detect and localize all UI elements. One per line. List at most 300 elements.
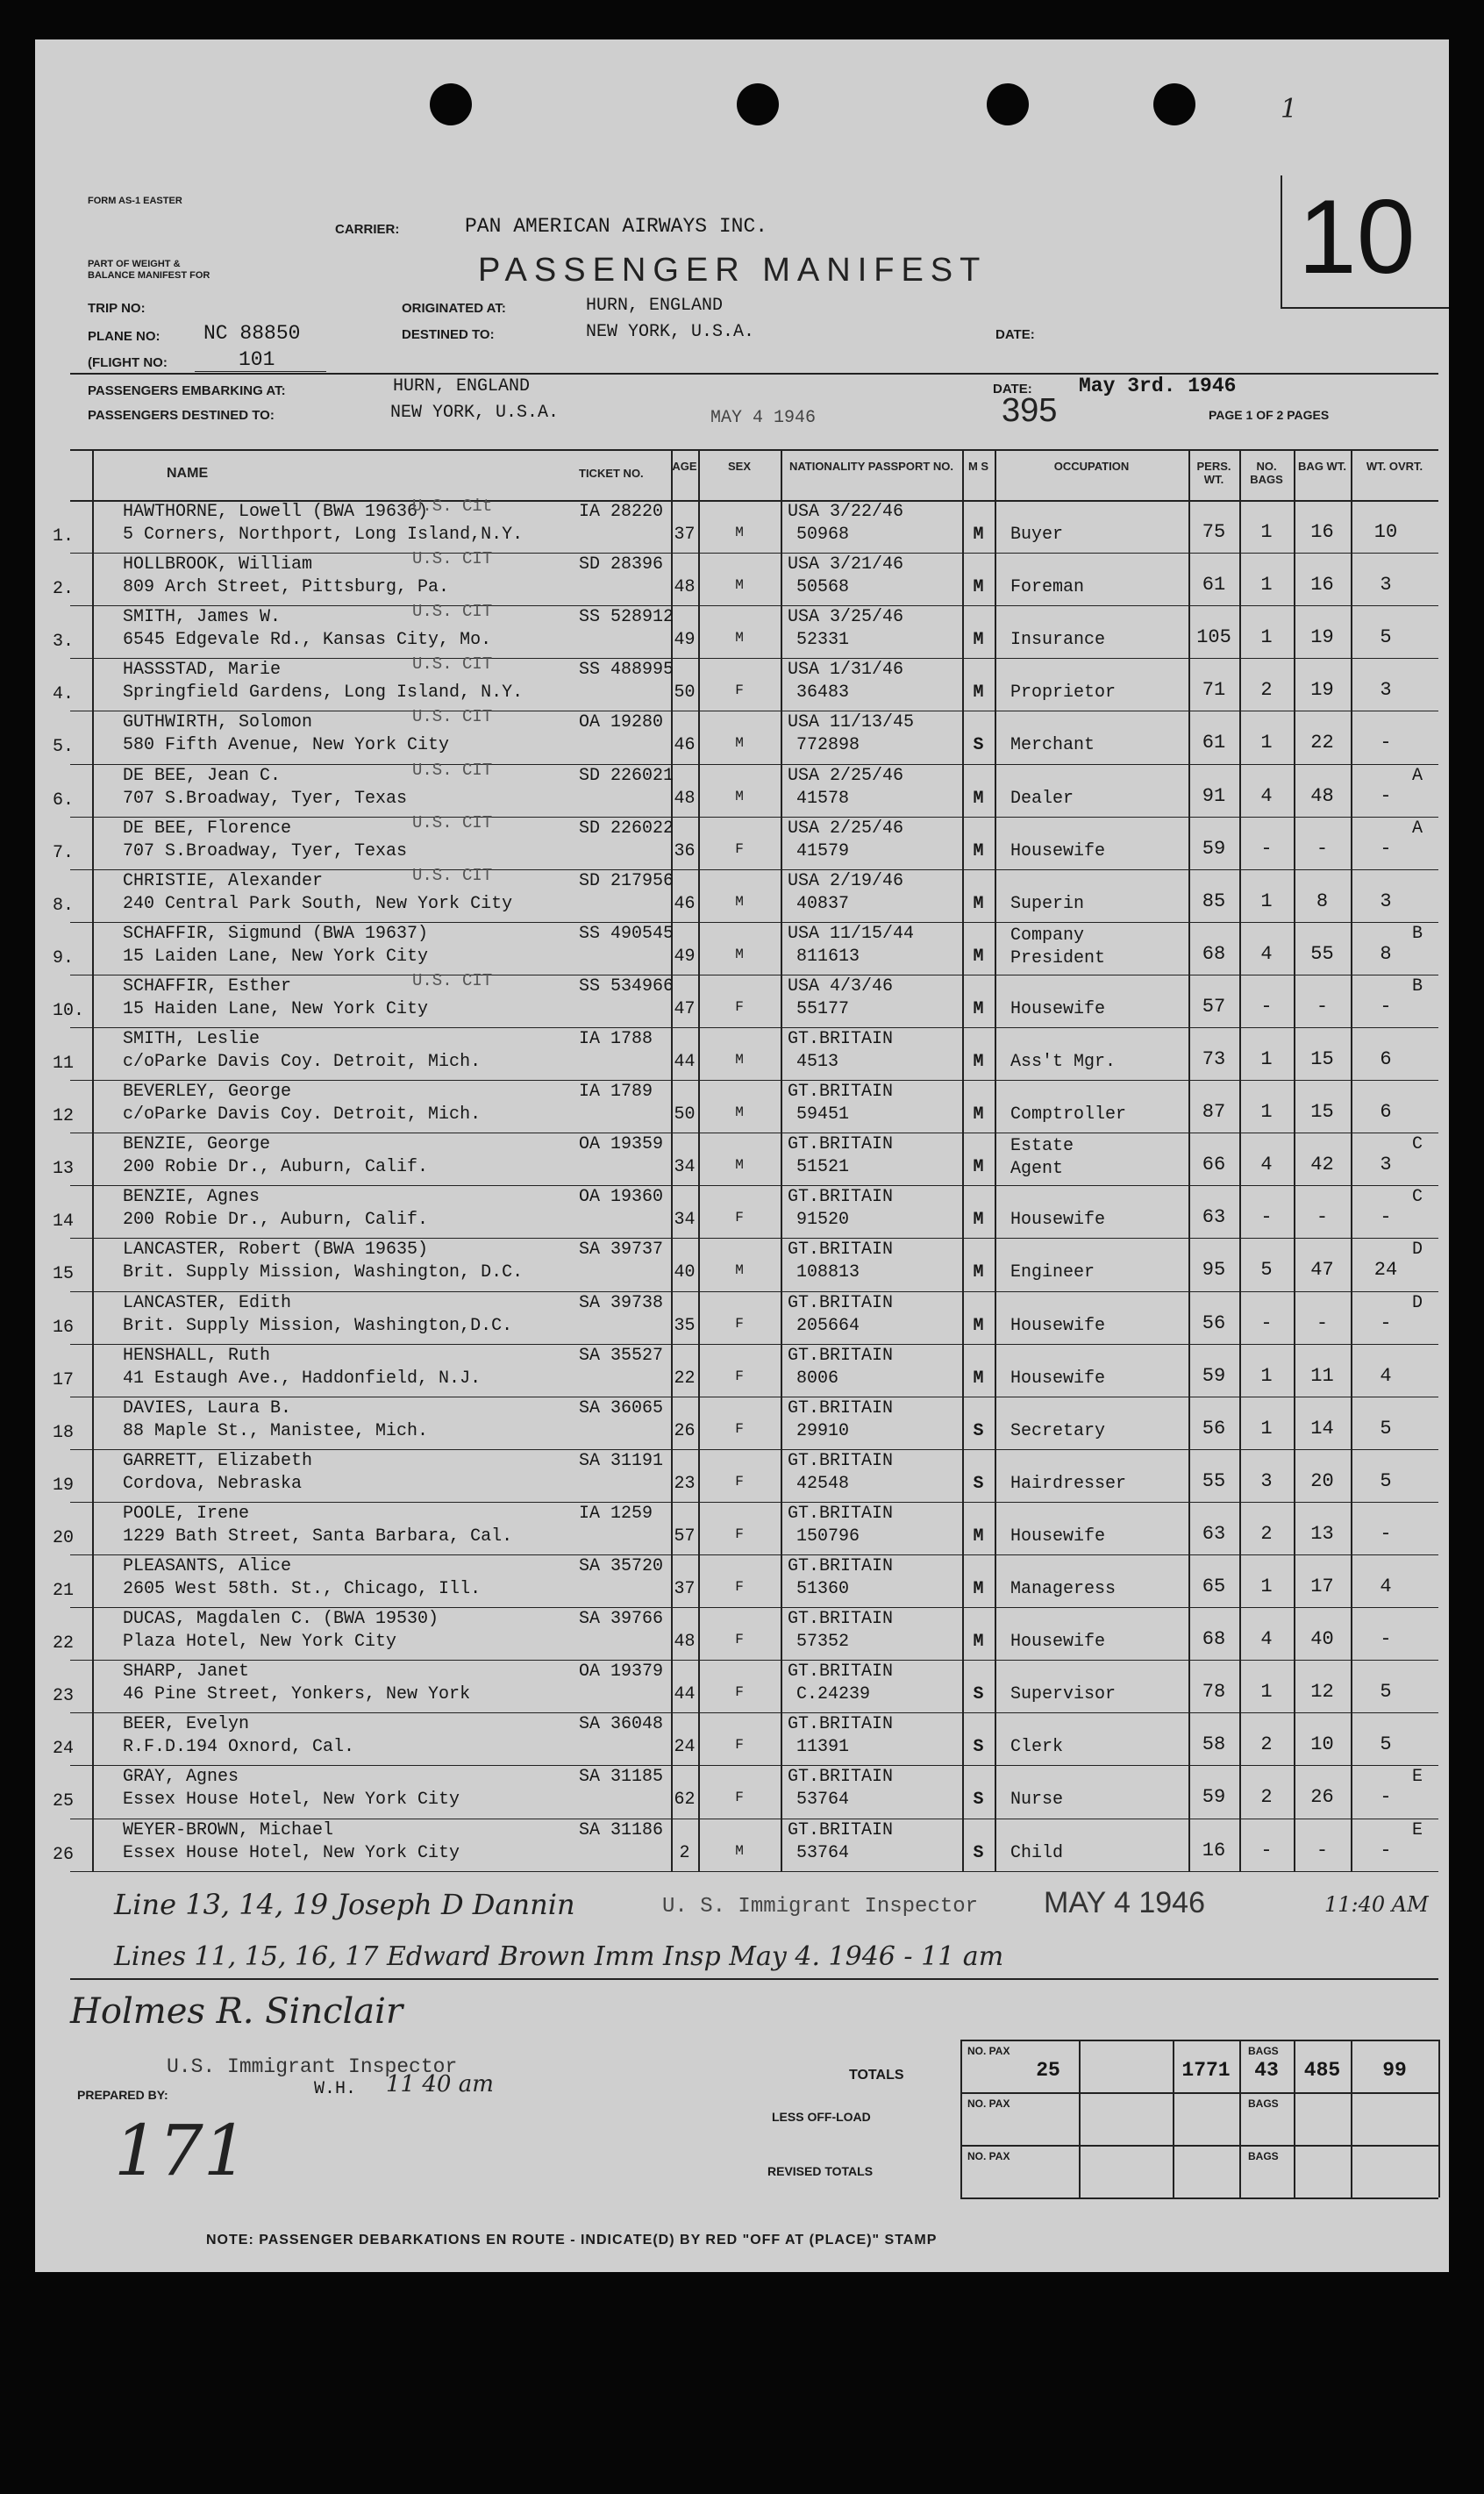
passenger-name: GUTHWIRTH, Solomon [123, 712, 313, 733]
overweight: 3 [1380, 679, 1392, 702]
bag-weight: 15 [1310, 1101, 1334, 1124]
overweight: - [1380, 837, 1392, 860]
row-number: 14 [53, 1211, 75, 1233]
passenger-address: 88 Maple St., Manistee, Mich. [123, 1420, 429, 1441]
occupation: Housewife [1010, 1315, 1106, 1336]
total-weight: 1771 [1181, 2059, 1231, 2082]
group-flag: D [1412, 1292, 1423, 1313]
ticket-number: IA 1259 [579, 1503, 653, 1524]
row-number: 7. [53, 842, 75, 863]
bag-count: 1 [1260, 1417, 1273, 1440]
ticket-number: SA 31186 [579, 1819, 664, 1840]
inspection-time-1: 11:40 AM [1324, 1892, 1429, 1917]
marital-status: M [973, 998, 984, 1019]
row-number: 16 [53, 1317, 75, 1338]
ticket-number: SS 528912 [579, 607, 674, 628]
column-header-ticket: TICKET NO. [579, 467, 644, 480]
passenger-address: Brit. Supply Mission, Washington, D.C. [123, 1262, 524, 1283]
passenger-age: 46 [674, 893, 696, 914]
table-top-border [70, 449, 1438, 451]
passport-number: 55177 [796, 998, 850, 1019]
ticket-number: SS 488995 [579, 660, 674, 681]
occupation-line2: Agent [1010, 1159, 1064, 1180]
passenger-age: 23 [674, 1473, 696, 1494]
passport-number: 53764 [796, 1842, 850, 1863]
bags-label: BAGS [1248, 2045, 1279, 2057]
overweight: - [1380, 995, 1392, 1018]
passenger-age: 35 [674, 1315, 696, 1336]
passenger-address: 5 Corners, Northport, Long Island,N.Y. [123, 525, 524, 545]
revised-totals-label: REVISED TOTALS [767, 2164, 874, 2178]
ticket-number: OA 19360 [579, 1187, 664, 1208]
form-number: FORM AS-1 EASTER [88, 196, 182, 206]
nationality: GT.BRITAIN [788, 1187, 894, 1208]
personal-weight: 87 [1202, 1101, 1226, 1124]
passport-number: 41578 [796, 788, 850, 809]
personal-weight: 95 [1202, 1259, 1226, 1282]
carrier-value: PAN AMERICAN AIRWAYS INC. [465, 215, 768, 238]
table-row-border [70, 1027, 1438, 1028]
row-number: 20 [53, 1527, 75, 1548]
nationality: GT.BRITAIN [788, 1503, 894, 1524]
overweight: 4 [1380, 1576, 1392, 1597]
bag-count: 1 [1260, 732, 1273, 754]
table-row-border [70, 1238, 1438, 1239]
bag-weight: 55 [1310, 942, 1334, 965]
totals-column-border [1079, 2040, 1081, 2197]
inspection-time-2: 11 40 am [386, 2071, 494, 2097]
passenger-name: WEYER-BROWN, Michael [123, 1819, 334, 1840]
overweight: 5 [1380, 1681, 1392, 1704]
overweight: 10 [1373, 521, 1398, 543]
personal-weight: 57 [1202, 995, 1226, 1018]
embark-label: PASSENGERS EMBARKING AT: [88, 383, 286, 398]
personal-weight: 85 [1202, 890, 1226, 912]
passenger-age: 26 [674, 1420, 696, 1441]
overweight: 5 [1380, 1417, 1392, 1440]
passenger-sex: M [735, 630, 744, 647]
bag-weight: 15 [1310, 1048, 1334, 1070]
no-pax-label: NO. PAX [967, 2045, 1010, 2057]
row-number: 25 [53, 1791, 75, 1812]
ticket-number: SA 39766 [579, 1609, 664, 1630]
inspector-note-2: Lines 11, 15, 16, 17 Edward Brown Imm Insp May 4. 1946 - 11 am [114, 1941, 1004, 1972]
passenger-sex: F [735, 1632, 744, 1648]
passenger-age: 50 [674, 1104, 696, 1126]
passenger-address: Cordova, Nebraska [123, 1473, 303, 1494]
passenger-age: 22 [674, 1368, 696, 1389]
nationality: GT.BRITAIN [788, 1292, 894, 1313]
occupation: Buyer [1010, 525, 1064, 545]
table-row-border [70, 869, 1438, 870]
bags-label: BAGS [1248, 2097, 1279, 2110]
marital-status: M [973, 1104, 984, 1126]
passport-number: 205664 [796, 1315, 860, 1336]
occupation: Engineer [1010, 1262, 1095, 1283]
column-header: OCCUPATION [1053, 460, 1130, 473]
marital-status: M [973, 1632, 984, 1653]
passenger-name: HOLLBROOK, William [123, 554, 313, 575]
manifest-sheet [35, 39, 1449, 2272]
bag-count: 4 [1260, 784, 1273, 807]
personal-weight: 56 [1202, 1417, 1226, 1440]
table-row-border [70, 922, 1438, 923]
passenger-sex: F [735, 1737, 744, 1754]
personal-weight: 61 [1202, 574, 1226, 597]
initials: W.H. [314, 2079, 357, 2099]
corner-mark: 1 [1281, 94, 1298, 125]
flight-underline [195, 371, 326, 372]
column-header: PERS. WT. [1196, 460, 1231, 486]
passenger-age: 47 [674, 998, 696, 1019]
citizenship-note: U.S. CIT [412, 760, 493, 780]
group-flag: A [1412, 765, 1423, 786]
punch-hole [987, 83, 1029, 125]
passenger-address: 15 Haiden Lane, New York City [123, 998, 429, 1019]
passenger-address: Springfield Gardens, Long Island, N.Y. [123, 682, 524, 704]
table-row-border [70, 658, 1438, 659]
row-number: 12 [53, 1106, 75, 1127]
trip-label: TRIP NO: [88, 301, 146, 316]
passenger-address: 41 Estaugh Ave., Haddonfield, N.J. [123, 1368, 482, 1389]
passenger-sex: F [735, 1579, 744, 1595]
passport-number: 42548 [796, 1473, 850, 1494]
marital-status: M [973, 1579, 984, 1599]
bag-weight: 16 [1310, 574, 1334, 597]
passenger-name: POOLE, Irene [123, 1503, 250, 1524]
totals-border [960, 2145, 1438, 2147]
passenger-address: 707 S.Broadway, Tyer, Texas [123, 840, 408, 861]
marital-status: M [973, 525, 984, 545]
table-row-border [70, 817, 1438, 818]
row-number: 4. [53, 684, 75, 705]
embark-value: HURN, ENGLAND [393, 376, 531, 397]
table-row-border [70, 1660, 1438, 1661]
passport-number: 11391 [796, 1737, 850, 1758]
personal-weight: 68 [1202, 1628, 1226, 1651]
marital-status: S [973, 735, 984, 756]
row-number: 15 [53, 1264, 75, 1285]
passenger-name: LANCASTER, Robert (BWA 19635) [123, 1240, 429, 1261]
column-header: AGE [672, 460, 697, 473]
passenger-name: HENSHALL, Ruth [123, 1345, 271, 1366]
bag-count: 2 [1260, 1733, 1273, 1756]
passenger-sex: F [735, 840, 744, 857]
bag-count: 2 [1260, 1786, 1273, 1809]
part-of-label: PART OF WEIGHT & BALANCE MANIFEST FOR [88, 259, 210, 281]
passenger-name: DAVIES, Laura B. [123, 1397, 292, 1419]
occupation: Housewife [1010, 998, 1106, 1019]
passenger-sex: F [735, 1210, 744, 1226]
occupation-line2: President [1010, 947, 1106, 968]
ticket-number: SD 226021 [579, 765, 674, 786]
passenger-age: 37 [674, 1579, 696, 1599]
marital-status: M [973, 1315, 984, 1336]
passenger-age: 2 [679, 1842, 690, 1863]
punch-hole [1153, 83, 1195, 125]
bag-weight: 19 [1310, 626, 1334, 649]
bag-count: 1 [1260, 574, 1273, 597]
row-number: 6. [53, 790, 75, 811]
bag-weight: 20 [1310, 1469, 1334, 1492]
group-flag: A [1412, 818, 1423, 839]
passenger-name: DUCAS, Magdalen C. (BWA 19530) [123, 1609, 439, 1630]
dest-label: PASSENGERS DESTINED TO: [88, 408, 275, 423]
passenger-sex: M [735, 525, 744, 540]
nationality: USA 2/19/46 [788, 870, 904, 891]
totals-border [960, 2092, 1438, 2094]
nationality: GT.BRITAIN [788, 1556, 894, 1576]
totals-label: TOTALS [849, 2068, 904, 2083]
occupation: Housewife [1010, 1526, 1106, 1547]
passenger-name: DE BEE, Jean C. [123, 765, 282, 786]
annotation-divider [70, 1978, 1438, 1980]
overweight: 3 [1380, 890, 1392, 912]
group-flag: C [1412, 1187, 1423, 1208]
overweight: 5 [1380, 626, 1392, 649]
marital-status: M [973, 1368, 984, 1389]
nationality: USA 2/25/46 [788, 765, 904, 786]
bag-weight: 19 [1310, 679, 1334, 702]
personal-weight: 63 [1202, 1522, 1226, 1545]
ticket-number: SD 28396 [579, 554, 664, 575]
personal-weight: 73 [1202, 1048, 1226, 1070]
row-number: 9. [53, 947, 75, 968]
bag-weight: 16 [1310, 521, 1334, 543]
nationality: GT.BRITAIN [788, 1029, 894, 1049]
overweight: 5 [1380, 1469, 1392, 1492]
occupation: Foreman [1010, 577, 1085, 598]
passport-number: 29910 [796, 1420, 850, 1441]
passenger-age: 24 [674, 1737, 696, 1758]
marital-status: M [973, 1262, 984, 1283]
occupation: Supervisor [1010, 1684, 1117, 1705]
passenger-sex: M [735, 788, 744, 804]
passport-number: 36483 [796, 682, 850, 704]
table-column-border [995, 449, 996, 1871]
row-number: 8. [53, 895, 75, 916]
passenger-sex: F [735, 1315, 744, 1332]
plane-number: NC 88850 [203, 322, 301, 345]
table-row-border [70, 553, 1438, 554]
totals-border [960, 2040, 1438, 2041]
nationality: GT.BRITAIN [788, 1714, 894, 1735]
passenger-address: Plaza Hotel, New York City [123, 1632, 397, 1653]
bag-weight: - [1316, 995, 1329, 1018]
personal-weight: 16 [1202, 1839, 1226, 1862]
table-row-border [70, 1554, 1438, 1555]
passenger-sex: F [735, 1526, 744, 1542]
passenger-age: 62 [674, 1790, 696, 1811]
sheet-number: 10 [1298, 178, 1416, 296]
ticket-number: SA 39737 [579, 1240, 664, 1261]
nationality: USA 1/31/46 [788, 660, 904, 681]
passenger-sex: M [735, 1104, 744, 1121]
row-number: 5. [53, 737, 75, 758]
occupation: Dealer [1010, 788, 1074, 809]
totals-column-border [1438, 2040, 1440, 2197]
nationality: USA 3/25/46 [788, 607, 904, 628]
bag-weight: 40 [1310, 1628, 1334, 1651]
ticket-number: SS 534966 [579, 975, 674, 997]
passenger-age: 49 [674, 630, 696, 651]
occupation: Clerk [1010, 1737, 1064, 1758]
row-number: 21 [53, 1581, 75, 1601]
page-indicator: PAGE 1 OF 2 PAGES [1209, 408, 1330, 422]
passenger-name: SCHAFFIR, Esther [123, 975, 292, 997]
passenger-age: 44 [674, 1052, 696, 1072]
passenger-name: GRAY, Agnes [123, 1767, 239, 1788]
row-number: 18 [53, 1422, 75, 1443]
table-column-border [781, 449, 782, 1871]
personal-weight: 91 [1202, 784, 1226, 807]
overweight: - [1380, 1522, 1392, 1545]
row-number: 19 [53, 1475, 75, 1496]
overweight: - [1380, 1206, 1392, 1229]
occupation: Housewife [1010, 1632, 1106, 1653]
sheet-box-bottom [1281, 307, 1449, 309]
passenger-sex: F [735, 1368, 744, 1384]
passenger-address: R.F.D.194 Oxnord, Cal. [123, 1737, 355, 1758]
nationality: GT.BRITAIN [788, 1450, 894, 1471]
passport-number: 41579 [796, 840, 850, 861]
passenger-name: BEER, Evelyn [123, 1714, 250, 1735]
inspector-stamp-2: U.S. Immigrant Inspector [167, 2055, 458, 2078]
column-header-name: NAME [167, 466, 209, 481]
marital-status: M [973, 630, 984, 651]
table-row-border [70, 1185, 1438, 1186]
ticket-number: OA 19280 [579, 712, 664, 733]
occupation: Superin [1010, 893, 1085, 914]
marital-status: S [973, 1790, 984, 1811]
overweight: - [1380, 1628, 1392, 1651]
personal-weight: 63 [1202, 1206, 1226, 1229]
occupation: Child [1010, 1842, 1064, 1863]
bag-weight: 12 [1310, 1681, 1334, 1704]
row-number: 2. [53, 579, 75, 600]
nationality: USA 3/21/46 [788, 554, 904, 575]
passenger-age: 48 [674, 1632, 696, 1653]
personal-weight: 61 [1202, 732, 1226, 754]
nationality: USA 11/13/45 [788, 712, 915, 733]
passport-number: 53764 [796, 1790, 850, 1811]
ticket-number: SA 36048 [579, 1714, 664, 1735]
marital-status: M [973, 682, 984, 704]
passenger-age: 44 [674, 1684, 696, 1705]
footer-note: NOTE: PASSENGER DEBARKATIONS EN ROUTE - INDICATE(D) BY RED "OFF AT (PLACE)" STAMP [206, 2233, 938, 2247]
column-header: BAG WT. [1298, 460, 1346, 473]
nationality: GT.BRITAIN [788, 1609, 894, 1630]
ticket-number: SA 36065 [579, 1397, 664, 1419]
ticket-number: SD 217956 [579, 870, 674, 891]
citizenship-note: U.S. CIT [412, 970, 493, 990]
passenger-address: 1229 Bath Street, Santa Barbara, Cal. [123, 1526, 513, 1547]
occupation: Merchant [1010, 735, 1095, 756]
row-number: 23 [53, 1686, 75, 1707]
group-flag: B [1412, 975, 1423, 997]
passenger-address: 580 Fifth Avenue, New York City [123, 735, 450, 756]
bag-count: 1 [1260, 1101, 1273, 1124]
overweight: - [1380, 784, 1392, 807]
ticket-number: SA 31191 [579, 1450, 664, 1471]
citizenship-note: U.S. CIT [412, 654, 493, 675]
passenger-address: 200 Robie Dr., Auburn, Calif. [123, 1210, 429, 1231]
marital-status: M [973, 840, 984, 861]
bag-count: 1 [1260, 890, 1273, 912]
passenger-age: 36 [674, 840, 696, 861]
overweight: 5 [1380, 1733, 1392, 1756]
passenger-sex: M [735, 1157, 744, 1174]
passenger-name: LANCASTER, Edith [123, 1292, 292, 1313]
personal-weight: 59 [1202, 1786, 1226, 1809]
overweight: 24 [1373, 1259, 1398, 1282]
bag-weight: 47 [1310, 1259, 1334, 1282]
date-label: DATE: [993, 382, 1032, 397]
personal-weight: 78 [1202, 1681, 1226, 1704]
passenger-sex: M [735, 946, 744, 962]
occupation: Nurse [1010, 1790, 1064, 1811]
table-row-border [70, 1080, 1438, 1081]
row-number: 11 [53, 1054, 75, 1074]
row-number: 22 [53, 1633, 75, 1654]
ticket-number: SA 31185 [579, 1767, 664, 1788]
bag-weight: - [1316, 1839, 1329, 1862]
passenger-age: 34 [674, 1210, 696, 1231]
overweight: 6 [1380, 1101, 1392, 1124]
passenger-address: Essex House Hotel, New York City [123, 1842, 460, 1863]
marital-status: S [973, 1684, 984, 1705]
personal-weight: 55 [1202, 1469, 1226, 1492]
row-number: 24 [53, 1739, 75, 1760]
occupation: Ass't Mgr. [1010, 1052, 1117, 1072]
passenger-name: BENZIE, Agnes [123, 1187, 260, 1208]
passenger-sex: F [735, 998, 744, 1015]
group-flag: C [1412, 1134, 1423, 1155]
marital-status: M [973, 893, 984, 914]
nationality: GT.BRITAIN [788, 1240, 894, 1261]
bag-weight: 13 [1310, 1522, 1334, 1545]
occupation: Insurance [1010, 630, 1106, 651]
passenger-age: 34 [674, 1157, 696, 1178]
passport-number: 51360 [796, 1579, 850, 1599]
bag-weight: 42 [1310, 1154, 1334, 1176]
row-number: 10. [53, 1000, 85, 1021]
passenger-sex: M [735, 1052, 744, 1068]
handwritten-number: 171 [114, 2110, 248, 2191]
citizenship-note: U.S. CIT [412, 602, 493, 622]
passenger-address: 809 Arch Street, Pittsburg, Pa. [123, 577, 450, 598]
passenger-name: HAWTHORNE, Lowell (BWA 19636) [123, 502, 429, 522]
passport-number: 772898 [796, 735, 860, 756]
overweight: 6 [1380, 1048, 1392, 1070]
bag-weight: 48 [1310, 784, 1334, 807]
passport-number: 52331 [796, 630, 850, 651]
passenger-age: 48 [674, 788, 696, 809]
marital-status: M [973, 1210, 984, 1231]
passport-number: 4513 [796, 1052, 839, 1072]
inspector-note-1: Line 13, 14, 19 Joseph D Dannin [114, 1888, 575, 1921]
row-number: 3. [53, 632, 75, 653]
table-row-border [70, 1765, 1438, 1766]
passport-number: 91520 [796, 1210, 850, 1231]
table-row-border [70, 1291, 1438, 1292]
ticket-number: IA 1789 [579, 1082, 653, 1103]
sheet-box-left [1281, 175, 1282, 307]
passenger-address: 6545 Edgevale Rd., Kansas City, Mo. [123, 630, 492, 651]
total-bag-weight: 485 [1303, 2059, 1341, 2082]
table-row-border [70, 764, 1438, 765]
passenger-name: DE BEE, Florence [123, 818, 292, 839]
